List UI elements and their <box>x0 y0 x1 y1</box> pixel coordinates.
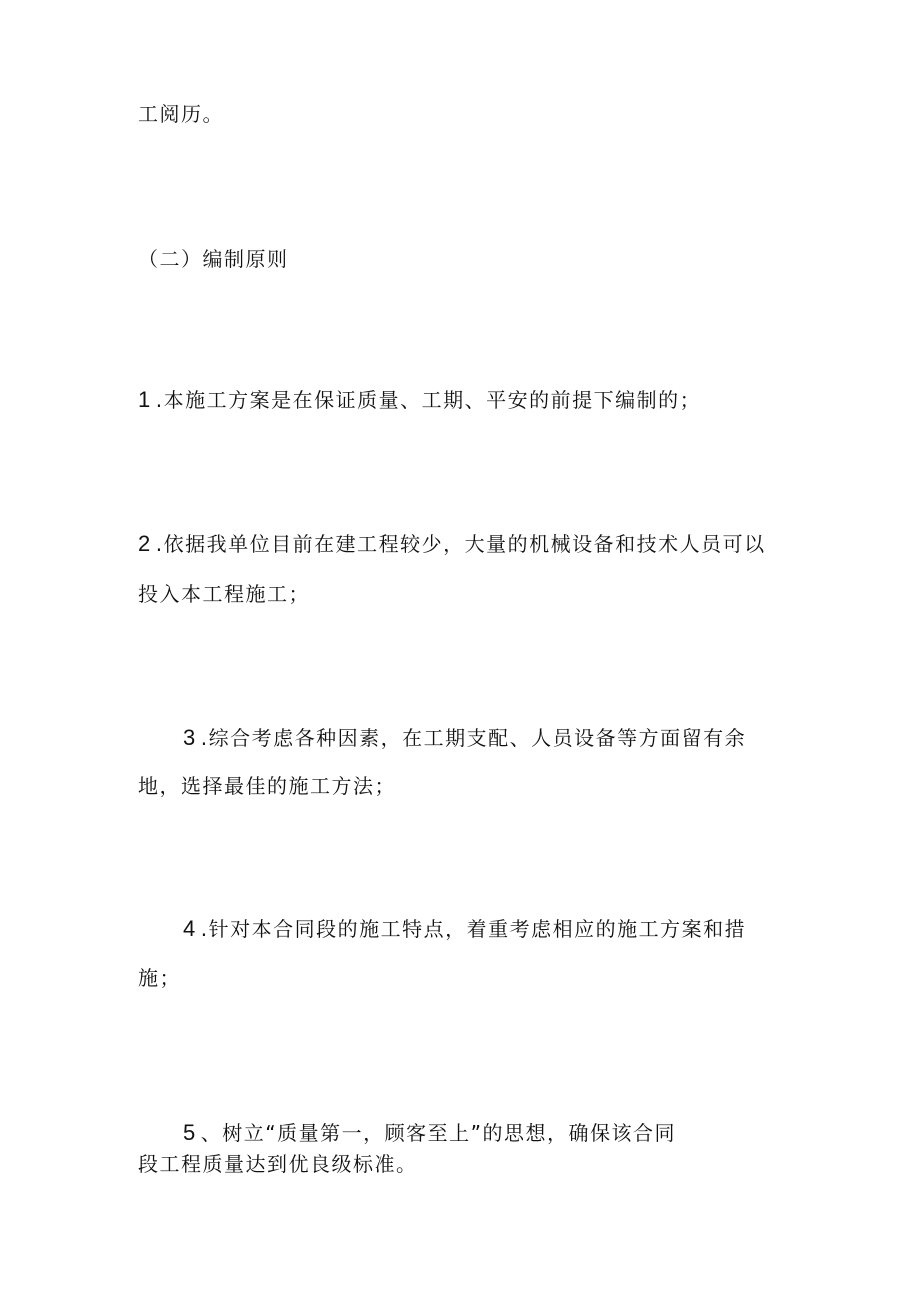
item-text: 、树立“质量第一，顾客至上”的思想，确保该合同 <box>200 1121 676 1145</box>
item-text-continuation: 段工程质量达到优良级标准。 <box>138 1152 418 1176</box>
item-number: 3 <box>183 725 197 750</box>
item-text-continuation: 施； <box>138 966 181 990</box>
item-number: 4 <box>183 916 197 941</box>
item-text: .针对本合同段的施工特点，着重考虑相应的施工方案和措 <box>200 917 747 941</box>
section-heading: （二）编制原则 <box>138 247 289 271</box>
item-text: .本施工方案是在保证质量、工期、平安的前提下编制的； <box>155 388 702 412</box>
item-text: .综合考虑各种因素，在工期支配、人员设备等方面留有余 <box>200 726 747 750</box>
item-text-continuation: 投入本工程施工； <box>138 582 310 606</box>
item-number: 1 <box>138 387 152 412</box>
item-number: 5 <box>183 1120 197 1145</box>
intro-tail-text: 工阅历。 <box>138 102 224 126</box>
item-text: .依据我单位目前在建工程较少，大量的机械设备和技术人员可以 <box>155 532 766 556</box>
item-text-continuation: 地，选择最佳的施工方法； <box>138 774 396 798</box>
item-number: 2 <box>138 531 152 556</box>
